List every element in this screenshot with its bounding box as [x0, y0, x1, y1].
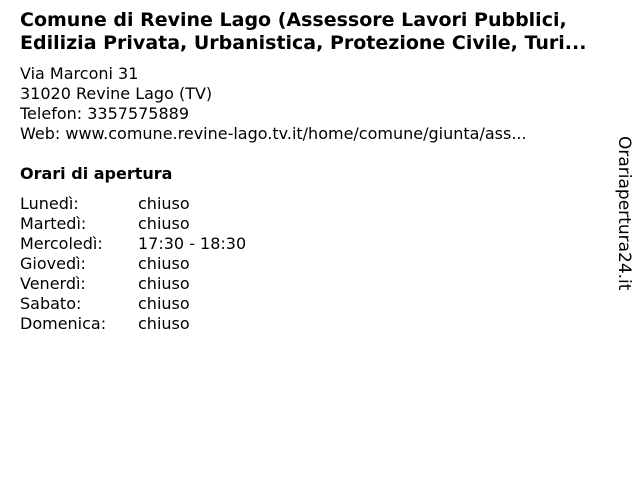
- title-line-1: Comune di Revine Lago (Assessore Lavori Pubblici,: [20, 9, 567, 31]
- day-label: Giovedì:: [20, 254, 86, 273]
- day-label: Lunedì:: [20, 194, 79, 213]
- brand-watermark: Orariapertura24.it: [614, 136, 634, 291]
- day-hours: chiuso: [138, 254, 190, 273]
- city-address: 31020 Revine Lago (TV): [20, 84, 213, 103]
- day-label: Sabato:: [20, 294, 82, 313]
- day-hours: chiuso: [138, 194, 190, 213]
- title-line-2: Edilizia Privata, Urbanistica, Protezione Civile, Turi...: [20, 32, 587, 54]
- day-label: Mercoledì:: [20, 234, 103, 253]
- day-label: Martedì:: [20, 214, 87, 233]
- street-address: Via Marconi 31: [20, 64, 139, 83]
- day-label: Domenica:: [20, 314, 107, 333]
- day-label: Venerdì:: [20, 274, 86, 293]
- page-title: [20, 9, 620, 55]
- day-hours: chiuso: [138, 294, 190, 313]
- opening-hours-heading: Orari di apertura: [20, 164, 173, 183]
- address-block: [20, 64, 600, 144]
- day-hours: chiuso: [138, 214, 190, 233]
- day-hours: chiuso: [138, 314, 190, 333]
- day-hours: chiuso: [138, 274, 190, 293]
- website-link[interactable]: Web: www.comune.revine-lago.tv.it/home/comune/giunta/ass...: [20, 124, 527, 143]
- day-hours: 17:30 - 18:30: [138, 234, 247, 253]
- phone-number[interactable]: Telefon: 3357575889: [20, 104, 190, 123]
